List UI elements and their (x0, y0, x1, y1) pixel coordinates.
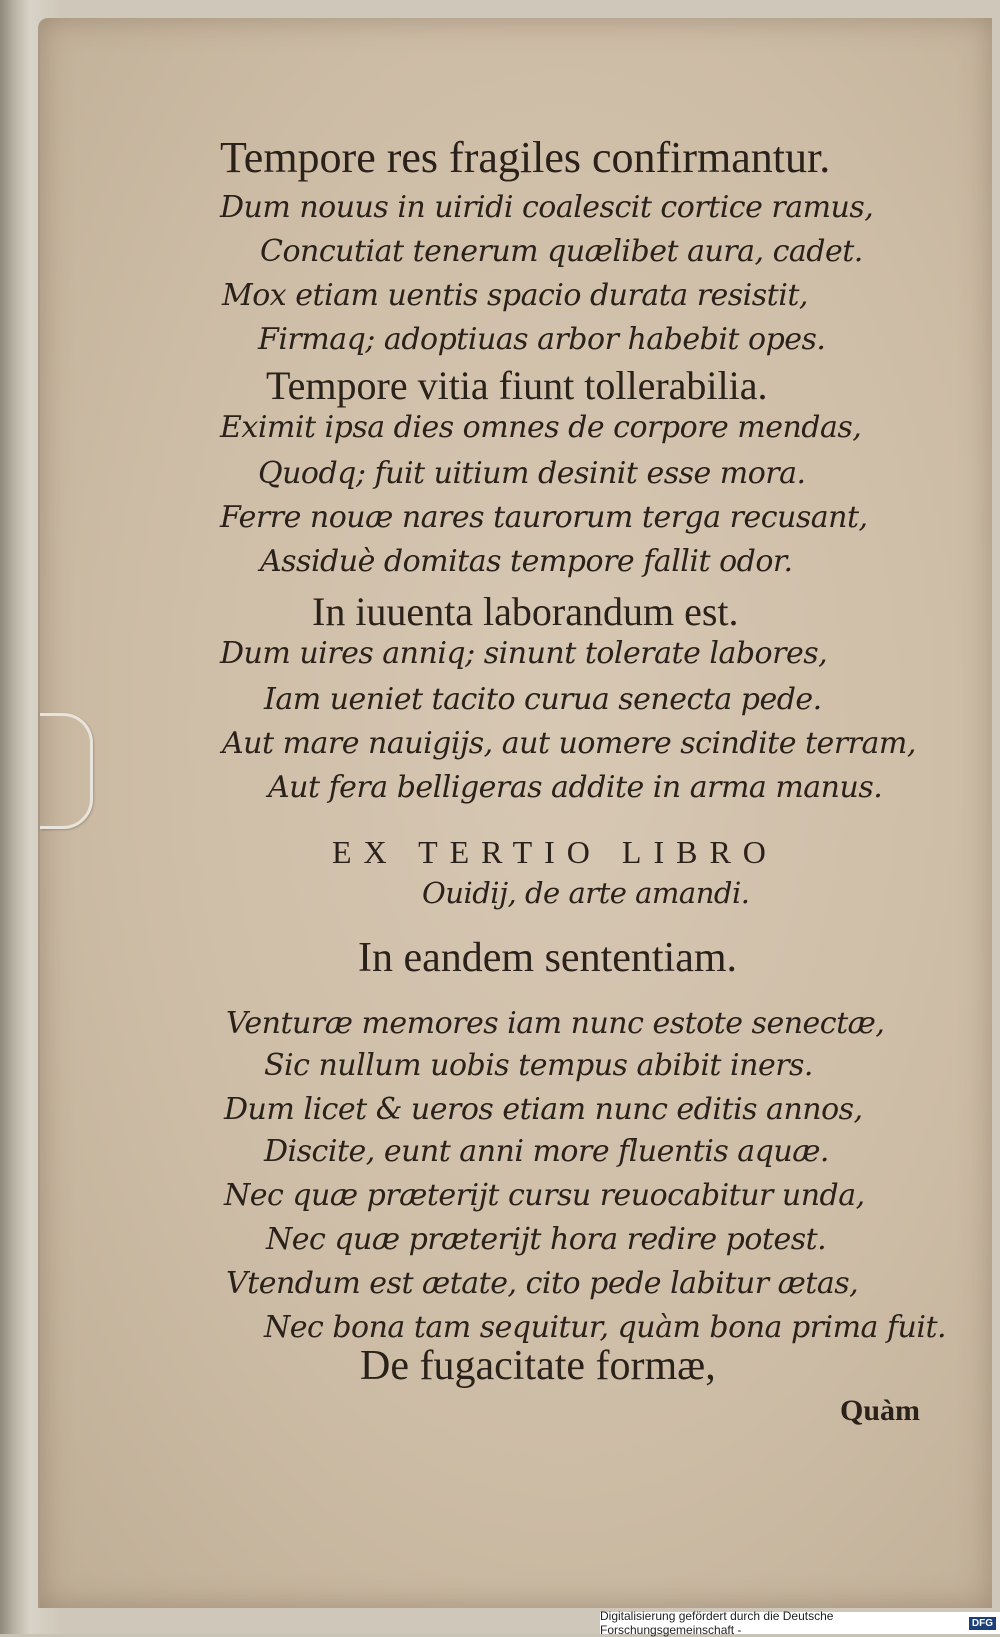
footer-text: Digitalisierung gefördert durch die Deutsche Forschungsgemeinschaft - (600, 1609, 834, 1637)
verse-line: Dum uires anniq; sinunt tolerate labores, (220, 636, 828, 671)
verse-line: Dum nouus in uiridi coalescit cortice ramus, (220, 190, 874, 225)
verse-line: Dum licet & ueros etiam nunc editis annos, (224, 1092, 863, 1127)
heading-in-eandem: In eandem sententiam. (358, 935, 738, 981)
verse-line: Aut mare nauigijs, aut uomere scindite terram, (222, 726, 916, 761)
heading-tempore-vitia: Tempore vitia fiunt tollerabilia. (266, 363, 768, 408)
verse-line: Ferre nouæ nares taurorum terga recusant, (220, 500, 868, 535)
verse-line: Concutiat tenerum quælibet aura, cadet. (260, 234, 863, 269)
heading-de-fugacitate: De fugacitate formæ, (360, 1343, 716, 1389)
verse-line: Nec bona tam sequitur, quàm bona prima fuit. (264, 1310, 947, 1345)
verse-line: Iam ueniet tacito curua senecta pede. (264, 682, 822, 717)
verse-line: Nec quæ præterijt cursu reuocabitur unda, (224, 1178, 865, 1213)
verse-line: Firmaq; adoptiuas arbor habebit opes. (258, 322, 826, 357)
verse-line: Discite, eunt anni more fluentis aquæ. (264, 1134, 829, 1169)
heading-in-iuuenta: In iuuenta laborandum est. (312, 589, 739, 634)
verse-line: Eximit ipsa dies omnes de corpore mendas, (220, 410, 862, 445)
verse-line: Sic nullum uobis tempus abibit iners. (264, 1048, 813, 1083)
digitization-footer (600, 1609, 1000, 1637)
verse-line: Vtendum est ætate, cito pede labitur ætas, (226, 1266, 859, 1301)
verse-line: Aut fera belligeras addite in arma manus. (268, 770, 883, 805)
section-title: EX TERTIO LIBRO (332, 834, 778, 870)
heading-tempore-res-fragiles: Tempore res fragiles confirmantur. (220, 133, 831, 182)
verse-line: Nec quæ præterijt hora redire potest. (266, 1222, 827, 1257)
verse-line: Mox etiam uentis spacio durata resistit, (222, 278, 808, 313)
verse-line: Assiduè domitas tempore fallit odor. (260, 544, 793, 579)
catchword: Quàm (840, 1394, 921, 1427)
dfg-logo: DFG (969, 1617, 996, 1630)
section-subtitle: Ouidij, de arte amandi. (422, 876, 750, 910)
verse-line: Venturæ memores iam nunc estote senectæ, (226, 1006, 885, 1041)
verse-line: Quodq; fuit uitium desinit esse mora. (258, 456, 806, 491)
